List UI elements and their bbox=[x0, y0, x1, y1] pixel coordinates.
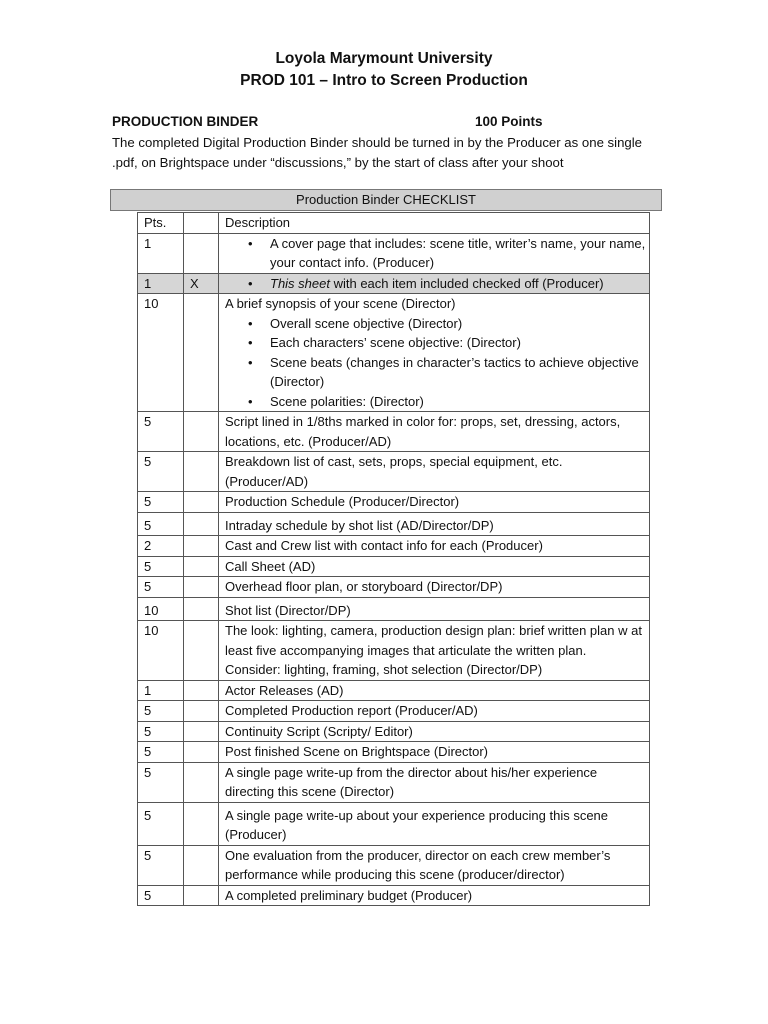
checklist-row bbox=[138, 701, 650, 722]
checklist-row bbox=[138, 680, 650, 701]
checklist-row bbox=[138, 556, 650, 577]
points-column-header: Pts. bbox=[138, 213, 184, 234]
row-check bbox=[184, 577, 219, 598]
binder-instructions: The completed Digital Production Binder should be turned in by the Producer as one single .pdf, on Brightspace under “discussions,” by the start of class after your shoot bbox=[112, 135, 643, 170]
row-points: 5 bbox=[138, 577, 184, 598]
checklist-row bbox=[138, 577, 650, 598]
row-description: Post finished Scene on Brightspace (Director) bbox=[219, 742, 650, 763]
row-check bbox=[184, 742, 219, 763]
synopsis-bullet: • Each characters’ scene objective: (Director) bbox=[225, 333, 649, 353]
row-check bbox=[184, 512, 219, 536]
checklist-row bbox=[138, 412, 650, 452]
row-check bbox=[184, 452, 219, 492]
row-check bbox=[184, 621, 219, 681]
row-check bbox=[184, 680, 219, 701]
row-description: Call Sheet (AD) bbox=[219, 556, 650, 577]
row-description bbox=[219, 621, 650, 681]
synopsis-bullet: • Scene polarities: (Director) bbox=[225, 392, 649, 412]
checklist-header-row bbox=[138, 213, 650, 234]
row-description: Intraday schedule by shot list (AD/Director/DP) bbox=[219, 512, 650, 536]
row-points: 5 bbox=[138, 701, 184, 722]
row-check bbox=[184, 721, 219, 742]
row-description: A single page write-up from the director about his/her experience directing this scene (Director) bbox=[219, 762, 650, 802]
row-points: 1 bbox=[138, 680, 184, 701]
row-description bbox=[219, 273, 650, 294]
row-points: 5 bbox=[138, 885, 184, 906]
checklist-row bbox=[138, 294, 650, 412]
row-check: X bbox=[184, 273, 219, 294]
checklist-row bbox=[138, 512, 650, 536]
row-description bbox=[219, 233, 650, 273]
row-check bbox=[184, 556, 219, 577]
course-title: PROD 101 – Intro to Screen Production bbox=[240, 72, 528, 89]
row-points: 5 bbox=[138, 802, 184, 845]
row-points: 10 bbox=[138, 597, 184, 621]
row-description-bullet bbox=[225, 274, 649, 294]
checklist-row bbox=[138, 273, 650, 294]
row-check bbox=[184, 492, 219, 513]
row-description: Continuity Script (Scripty/ Editor) bbox=[219, 721, 650, 742]
row-check bbox=[184, 412, 219, 452]
row-description-text: with each item included checked off (Producer) bbox=[329, 275, 604, 291]
check-column-header bbox=[184, 213, 219, 234]
row-check bbox=[184, 597, 219, 621]
checklist-row bbox=[138, 452, 650, 492]
row-points: 1 bbox=[138, 273, 184, 294]
row-description: One evaluation from the producer, director on each crew member’s performance while producing this scene (producer/director) bbox=[219, 845, 650, 885]
row-description: A single page write-up about your experience producing this scene (Producer) bbox=[219, 802, 650, 845]
row-description-note: Consider: lighting, framing, shot selection (Director/DP) bbox=[225, 662, 543, 677]
binder-title: PRODUCTION BINDER bbox=[112, 114, 259, 129]
checklist-row bbox=[138, 597, 650, 621]
checklist-row bbox=[138, 742, 650, 763]
checklist-row bbox=[138, 885, 650, 906]
checklist-row bbox=[138, 492, 650, 513]
row-check bbox=[184, 885, 219, 906]
this-sheet-emphasis: This sheet bbox=[270, 275, 330, 291]
row-description bbox=[219, 294, 650, 412]
row-description: Cast and Crew list with contact info for each (Producer) bbox=[219, 536, 650, 557]
row-check bbox=[184, 701, 219, 722]
row-description: Overhead floor plan, or storyboard (Director/DP) bbox=[219, 577, 650, 598]
row-points: 1 bbox=[138, 233, 184, 273]
row-points: 10 bbox=[138, 294, 184, 412]
synopsis-bullet: • Overall scene objective (Director) bbox=[225, 314, 649, 334]
row-check bbox=[184, 233, 219, 273]
checklist-title: Production Binder CHECKLIST bbox=[110, 189, 662, 211]
row-points: 5 bbox=[138, 556, 184, 577]
row-check bbox=[184, 845, 219, 885]
row-description: A completed preliminary budget (Producer) bbox=[219, 885, 650, 906]
row-description: Completed Production report (Producer/AD) bbox=[219, 701, 650, 722]
binder-points: 100 Points bbox=[475, 114, 543, 129]
synopsis-bullet: • Scene beats (changes in character’s tactics to achieve objective (Director) bbox=[225, 353, 649, 392]
row-description: Breakdown list of cast, sets, props, special equipment, etc. (Producer/AD) bbox=[219, 452, 650, 492]
row-description: Actor Releases (AD) bbox=[219, 680, 650, 701]
row-points: 5 bbox=[138, 452, 184, 492]
row-description-text: The look: lighting, camera, production design plan: brief written plan w at least five accompanying images that articulate the written plan. bbox=[225, 623, 642, 658]
row-check bbox=[184, 294, 219, 412]
checklist-row bbox=[138, 536, 650, 557]
row-points: 10 bbox=[138, 621, 184, 681]
row-points: 2 bbox=[138, 536, 184, 557]
row-points: 5 bbox=[138, 845, 184, 885]
checklist-row bbox=[138, 762, 650, 802]
row-points: 5 bbox=[138, 492, 184, 513]
checklist-row bbox=[138, 721, 650, 742]
checklist-table bbox=[137, 212, 650, 906]
row-check bbox=[184, 762, 219, 802]
row-check bbox=[184, 802, 219, 845]
row-points: 5 bbox=[138, 721, 184, 742]
row-check bbox=[184, 536, 219, 557]
row-points: 5 bbox=[138, 512, 184, 536]
university-name: Loyola Marymount University bbox=[275, 50, 493, 67]
row-description: Shot list (Director/DP) bbox=[219, 597, 650, 621]
row-points: 5 bbox=[138, 412, 184, 452]
document-header bbox=[0, 48, 768, 92]
row-description-bullet: • A cover page that includes: scene title, writer’s name, your name, your contact info. (Producer) bbox=[225, 234, 649, 273]
row-points: 5 bbox=[138, 762, 184, 802]
checklist-row bbox=[138, 802, 650, 845]
row-description: Production Schedule (Producer/Director) bbox=[219, 492, 650, 513]
row-description-text: A brief synopsis of your scene (Director) bbox=[225, 296, 456, 311]
checklist-row bbox=[138, 845, 650, 885]
row-description: Script lined in 1/8ths marked in color for: props, set, dressing, actors, locations, etc. (Producer/AD) bbox=[219, 412, 650, 452]
checklist-row bbox=[138, 621, 650, 681]
row-points: 5 bbox=[138, 742, 184, 763]
checklist-row bbox=[138, 233, 650, 273]
description-column-header: Description bbox=[219, 213, 650, 234]
